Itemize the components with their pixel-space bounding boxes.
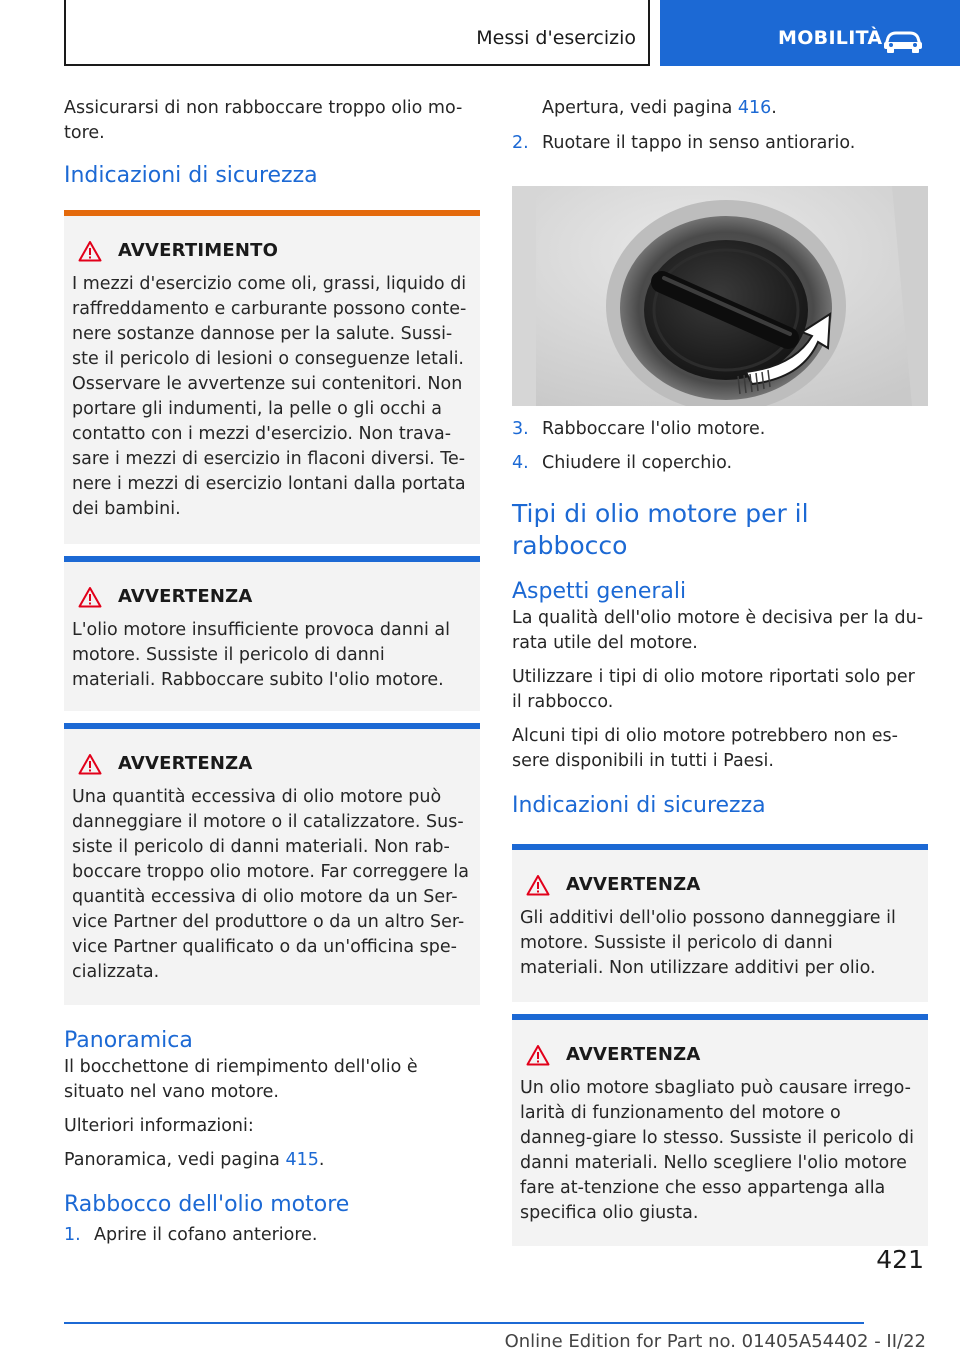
warning-box-4 [512, 844, 928, 1002]
overview-reference: Panoramica, vedi pagina 415. [64, 1150, 325, 1170]
safety-heading-right: Indicazioni di sicurezza [512, 793, 766, 818]
warning-title: AVVERTENZA [566, 1044, 701, 1065]
step-text: Chiudere il coperchio. [542, 453, 733, 473]
overview-page-link[interactable]: 415 [285, 1150, 319, 1170]
right-column [512, 96, 928, 1246]
warning-text: Un olio motore sbagliato può causare irrego-larità di funzionamento del motore o danneg-giare lo stesso. Sussiste il pericolo di danni materiali. Nello scegliere l'olio motore fare at-tenzione che esso appartenga alla specifica olio giusta. [520, 1078, 914, 1223]
warning-title: AVVERTENZA [118, 586, 253, 607]
overview-heading: Panoramica [64, 1028, 193, 1053]
general-paragraph-1: La qualità dell'olio motore è decisiva per la du-rata utile del motore. [512, 608, 924, 653]
warning-box-3 [64, 723, 480, 1005]
footer-edition: Online Edition for Part no. 01405A54402 - II/22 [504, 1331, 926, 1352]
warning-triangle-icon [78, 753, 102, 775]
intro-text: Assicurarsi di non rabboccare troppo olio mo-tore. [64, 98, 463, 143]
warning-triangle-icon [78, 240, 102, 262]
step-number: 2. [512, 133, 529, 153]
step-number: 4. [512, 453, 529, 473]
warning-title: AVVERTENZA [118, 753, 253, 774]
warning-box-5 [512, 1014, 928, 1246]
step-2 [512, 131, 928, 156]
warning-triangle-icon [526, 1044, 550, 1066]
warning-text: Gli additivi dell'olio possono danneggiare il motore. Sussiste il pericolo di danni materiali. Non utilizzare additivi per olio. [520, 908, 896, 978]
step-text: Aprire il cofano anteriore. [94, 1225, 318, 1245]
more-info-label: Ulteriori informazioni: [64, 1116, 254, 1136]
general-paragraph-3: Alcuni tipi di olio motore potrebbero non es-sere disponibili in tutti i Paesi. [512, 726, 898, 771]
overview-reference-text: Panoramica, vedi pagina [64, 1150, 280, 1170]
step-3 [512, 417, 928, 442]
warning-title: AVVERTENZA [566, 874, 701, 895]
warning-box-2 [64, 556, 480, 711]
warning-text: L'olio motore insufficiente provoca danni al motore. Sussiste il pericolo di danni materiali. Rabboccare subito l'olio motore. [72, 620, 450, 690]
warning-text: Una quantità eccessiva di olio motore può danneggiare il motore o il catalizzatore. Sus-siste il pericolo di danni materiali. Non rab-boccare troppo olio motore. Far correggere la quantità eccessiva di olio motore da un Ser-vice Partner del produttore o da un altro Ser-vice Partner qualificato o da un'officina spe-cializzata. [72, 787, 469, 982]
general-paragraph-2: Utilizzare i tipi di olio motore riportati solo per il rabbocco. [512, 667, 915, 712]
warning-text: I mezzi d'esercizio come oli, grassi, liquido di raffreddamento e carburante possono conte-nere sostanze dannose per la salute. Sussi-ste il pericolo di lesioni o conseguenze letali. Osservare le avvertenze sui contenitori. Non portare gli indumenti, la pelle o gli occhi a contatto con i mezzi d'esercizio. Non trava-sare i mezzi di esercizio in flaconi diversi. Te-nere i mezzi di esercizio lontani dalla portata dei bambini. [72, 274, 467, 519]
car-icon [882, 29, 924, 53]
warning-title: AVVERTIMENTO [118, 240, 279, 261]
general-heading: Aspetti generali [512, 579, 687, 604]
warning-triangle-icon [78, 586, 102, 608]
safety-heading-left: Indicazioni di sicurezza [64, 163, 318, 188]
footer-rule [64, 1322, 864, 1324]
oil-cap-photo [512, 186, 928, 406]
header-chapter-title: MOBILITÀ [778, 27, 883, 49]
page-number: 421 [876, 1245, 924, 1274]
step-text: Rabboccare l'olio motore. [542, 419, 766, 439]
overview-text: Il bocchettone di riempimento dell'olio è situato nel vano motore. [64, 1057, 418, 1102]
step-1 [64, 1223, 480, 1248]
left-column [64, 96, 480, 1248]
header-section-tab [64, 0, 650, 66]
warning-triangle-icon [526, 874, 550, 896]
open-page-link[interactable]: 416 [737, 98, 772, 118]
oil-types-heading: Tipi di olio motore per il rabbocco [512, 499, 809, 560]
header-section-title: Messi d'esercizio [476, 27, 636, 49]
refill-heading: Rabbocco dell'olio motore [64, 1192, 350, 1217]
step-number: 1. [64, 1225, 81, 1245]
open-reference-text: Apertura, vedi pagina [542, 98, 733, 118]
step-number: 3. [512, 419, 529, 439]
step-4 [512, 451, 928, 476]
step-text: Ruotare il tappo in senso antiorario. [542, 133, 856, 153]
open-reference: Apertura, vedi pagina 416. [542, 98, 777, 118]
warning-box-1 [64, 210, 480, 544]
